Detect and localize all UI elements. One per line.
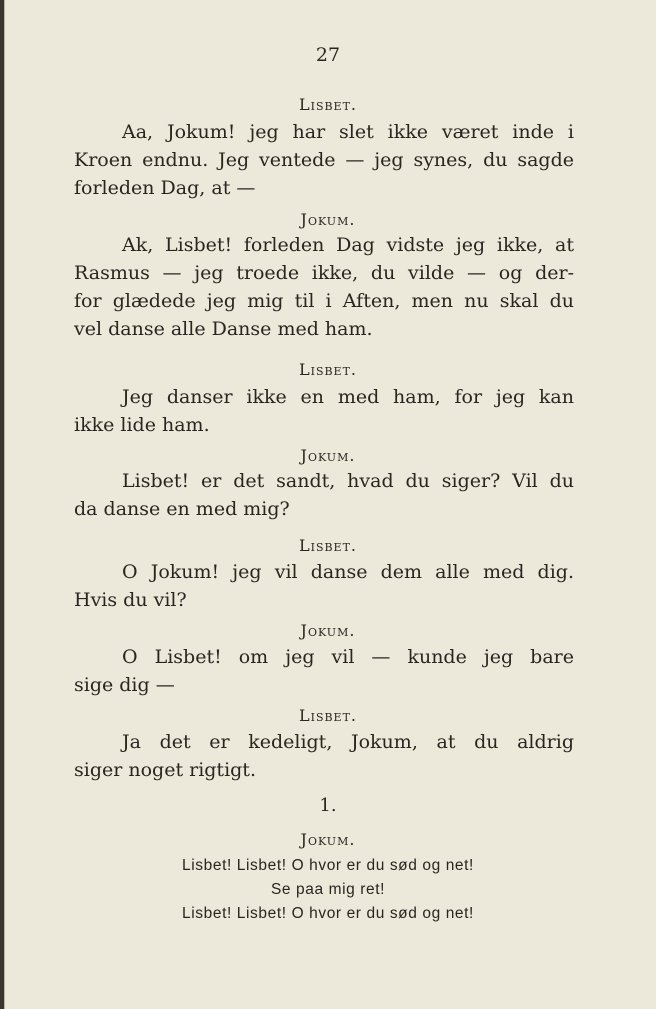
speaker-lisbet: Lisbet. bbox=[298, 95, 358, 114]
song-line: Lisbet! Lisbet! O hvor er du sød og net! bbox=[182, 905, 474, 922]
speaker-lisbet: Lisbet. bbox=[298, 536, 358, 555]
speaker-jokum: Jokum. bbox=[300, 210, 356, 229]
text-line: O Lisbet! om jeg vil — kunde jeg bare bbox=[122, 646, 574, 668]
text-line: forleden Dag, at — bbox=[74, 177, 256, 199]
speaker-jokum: Jokum. bbox=[300, 621, 356, 640]
song-line: Lisbet! Lisbet! O hvor er du sød og net! bbox=[182, 857, 474, 874]
text-line: Jeg danser ikke en med ham, for jeg kan bbox=[122, 386, 574, 408]
text-line: Ak, Lisbet! forleden Dag vidste jeg ikke, at bbox=[122, 234, 574, 256]
text-line: O Jokum! jeg vil danse dem alle med dig. bbox=[122, 561, 574, 583]
text-line: Rasmus — jeg troede ikke, du vilde — og der- bbox=[74, 262, 574, 284]
text-line: Kroen endnu. Jeg ventede — jeg synes, du sagde bbox=[74, 149, 574, 171]
text-line: Hvis du vil? bbox=[74, 589, 187, 611]
speaker-lisbet: Lisbet. bbox=[298, 706, 358, 725]
speaker-jokum: Jokum. bbox=[300, 830, 356, 849]
speaker-jokum: Jokum. bbox=[300, 446, 356, 465]
text-line: da danse en med mig? bbox=[74, 498, 290, 520]
text-line: siger noget rigtigt. bbox=[74, 759, 256, 781]
text-line: ikke lide ham. bbox=[74, 414, 210, 436]
text-line: for glædede jeg mig til i Aften, men nu skal du bbox=[74, 290, 574, 312]
text-line: vel danse alle Danse med ham. bbox=[74, 318, 373, 340]
text-line: sige dig — bbox=[74, 674, 175, 696]
song-number: 1. bbox=[319, 795, 337, 816]
text-line: Aa, Jokum! jeg har slet ikke været inde i bbox=[122, 121, 574, 143]
text-line: Ja det er kedeligt, Jokum, at du aldrig bbox=[122, 731, 574, 753]
text-line: Lisbet! er det sandt, hvad du siger? Vil du bbox=[122, 470, 574, 492]
page-number: 27 bbox=[315, 44, 341, 66]
speaker-lisbet: Lisbet. bbox=[298, 360, 358, 379]
song-line: Se paa mig ret! bbox=[270, 881, 386, 898]
